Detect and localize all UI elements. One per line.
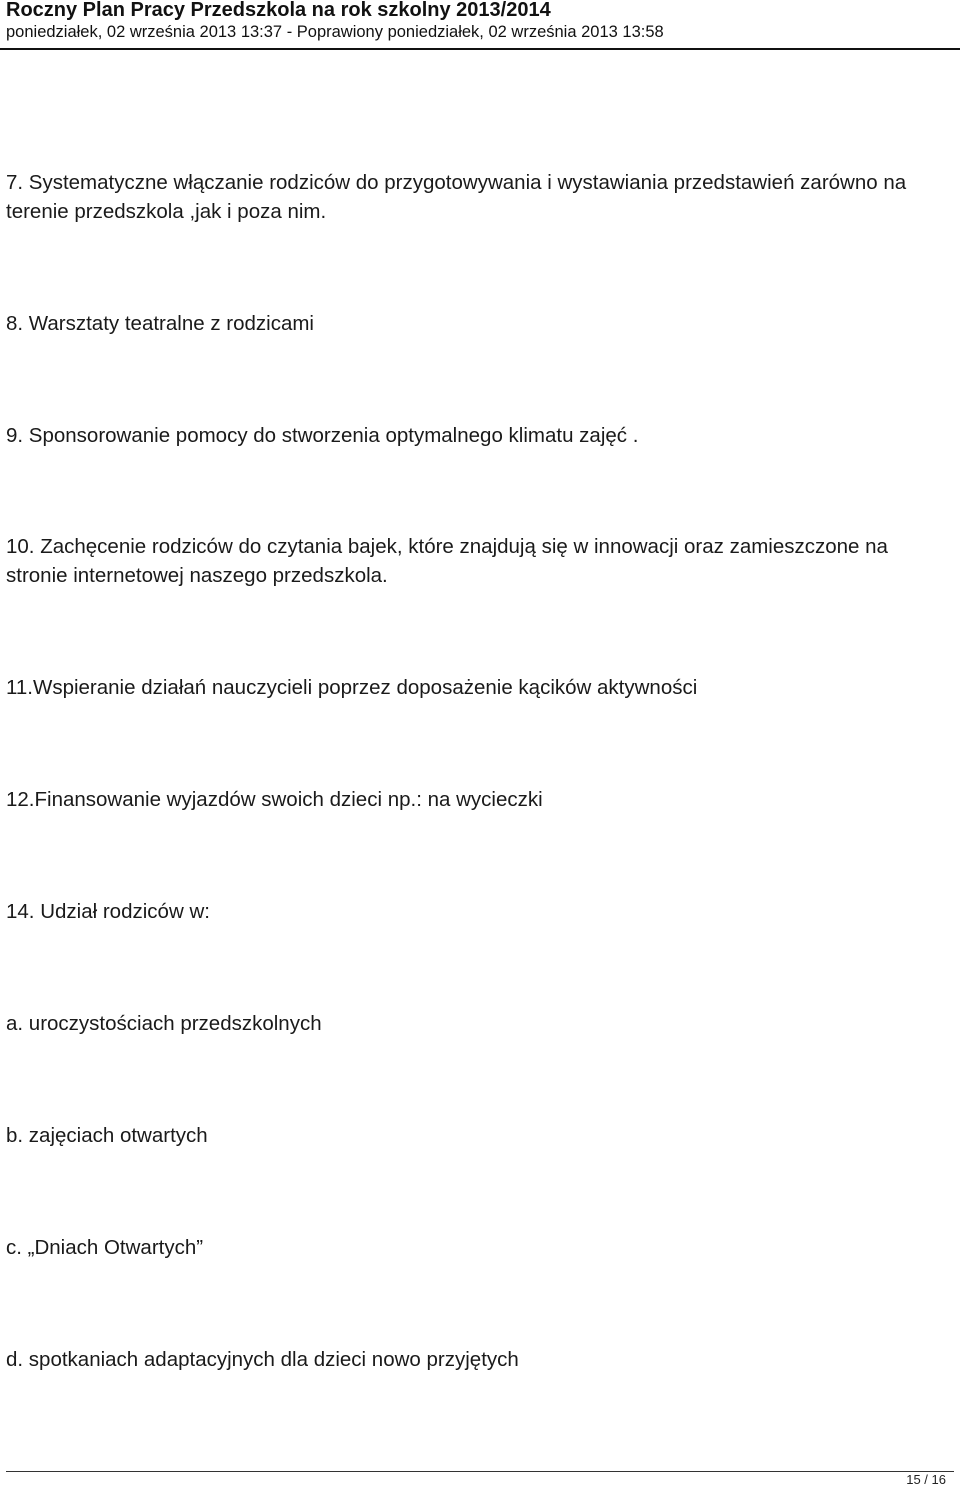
- header-divider: [0, 48, 960, 50]
- list-item-10: 10. Zachęcenie rodziców do czytania bajek, które znajdują się w innowacji oraz zamieszczone na stronie internetowej naszego przedszkola.: [6, 535, 888, 587]
- list-item-a: a. uroczystościach przedszkolnych: [6, 1012, 322, 1035]
- list-item-9: 9. Sponsorowanie pomocy do stworzenia optymalnego klimatu zajęć .: [6, 424, 639, 447]
- list-item-7: 7. Systematyczne włączanie rodziców do przygotowywania i wystawiania przedstawień zarówno na terenie przedszkola ,jak i poza nim.: [6, 171, 907, 223]
- list-item-c: c. „Dniach Otwartych”: [6, 1236, 204, 1259]
- list-item-14: 14. Udział rodziców w:: [6, 900, 210, 923]
- document-meta: poniedziałek, 02 września 2013 13:37 - Poprawiony poniedziałek, 02 września 2013 13:58: [6, 23, 664, 41]
- page-number: 15 / 16: [906, 1472, 946, 1487]
- list-item-8: 8. Warsztaty teatralne z rodzicami: [6, 312, 314, 335]
- list-item-d: d. spotkaniach adaptacyjnych dla dzieci nowo przyjętych: [6, 1348, 519, 1371]
- footer-divider: [6, 1471, 954, 1472]
- list-item-12: 12.Finansowanie wyjazdów swoich dzieci np.: na wycieczki: [6, 788, 543, 811]
- list-item-b: b. zajęciach otwartych: [6, 1124, 208, 1147]
- document-title: Roczny Plan Pracy Przedszkola na rok szkolny 2013/2014: [6, 0, 551, 21]
- list-item-11: 11.Wspieranie działań nauczycieli poprzez doposażenie kącików aktywności: [6, 676, 698, 699]
